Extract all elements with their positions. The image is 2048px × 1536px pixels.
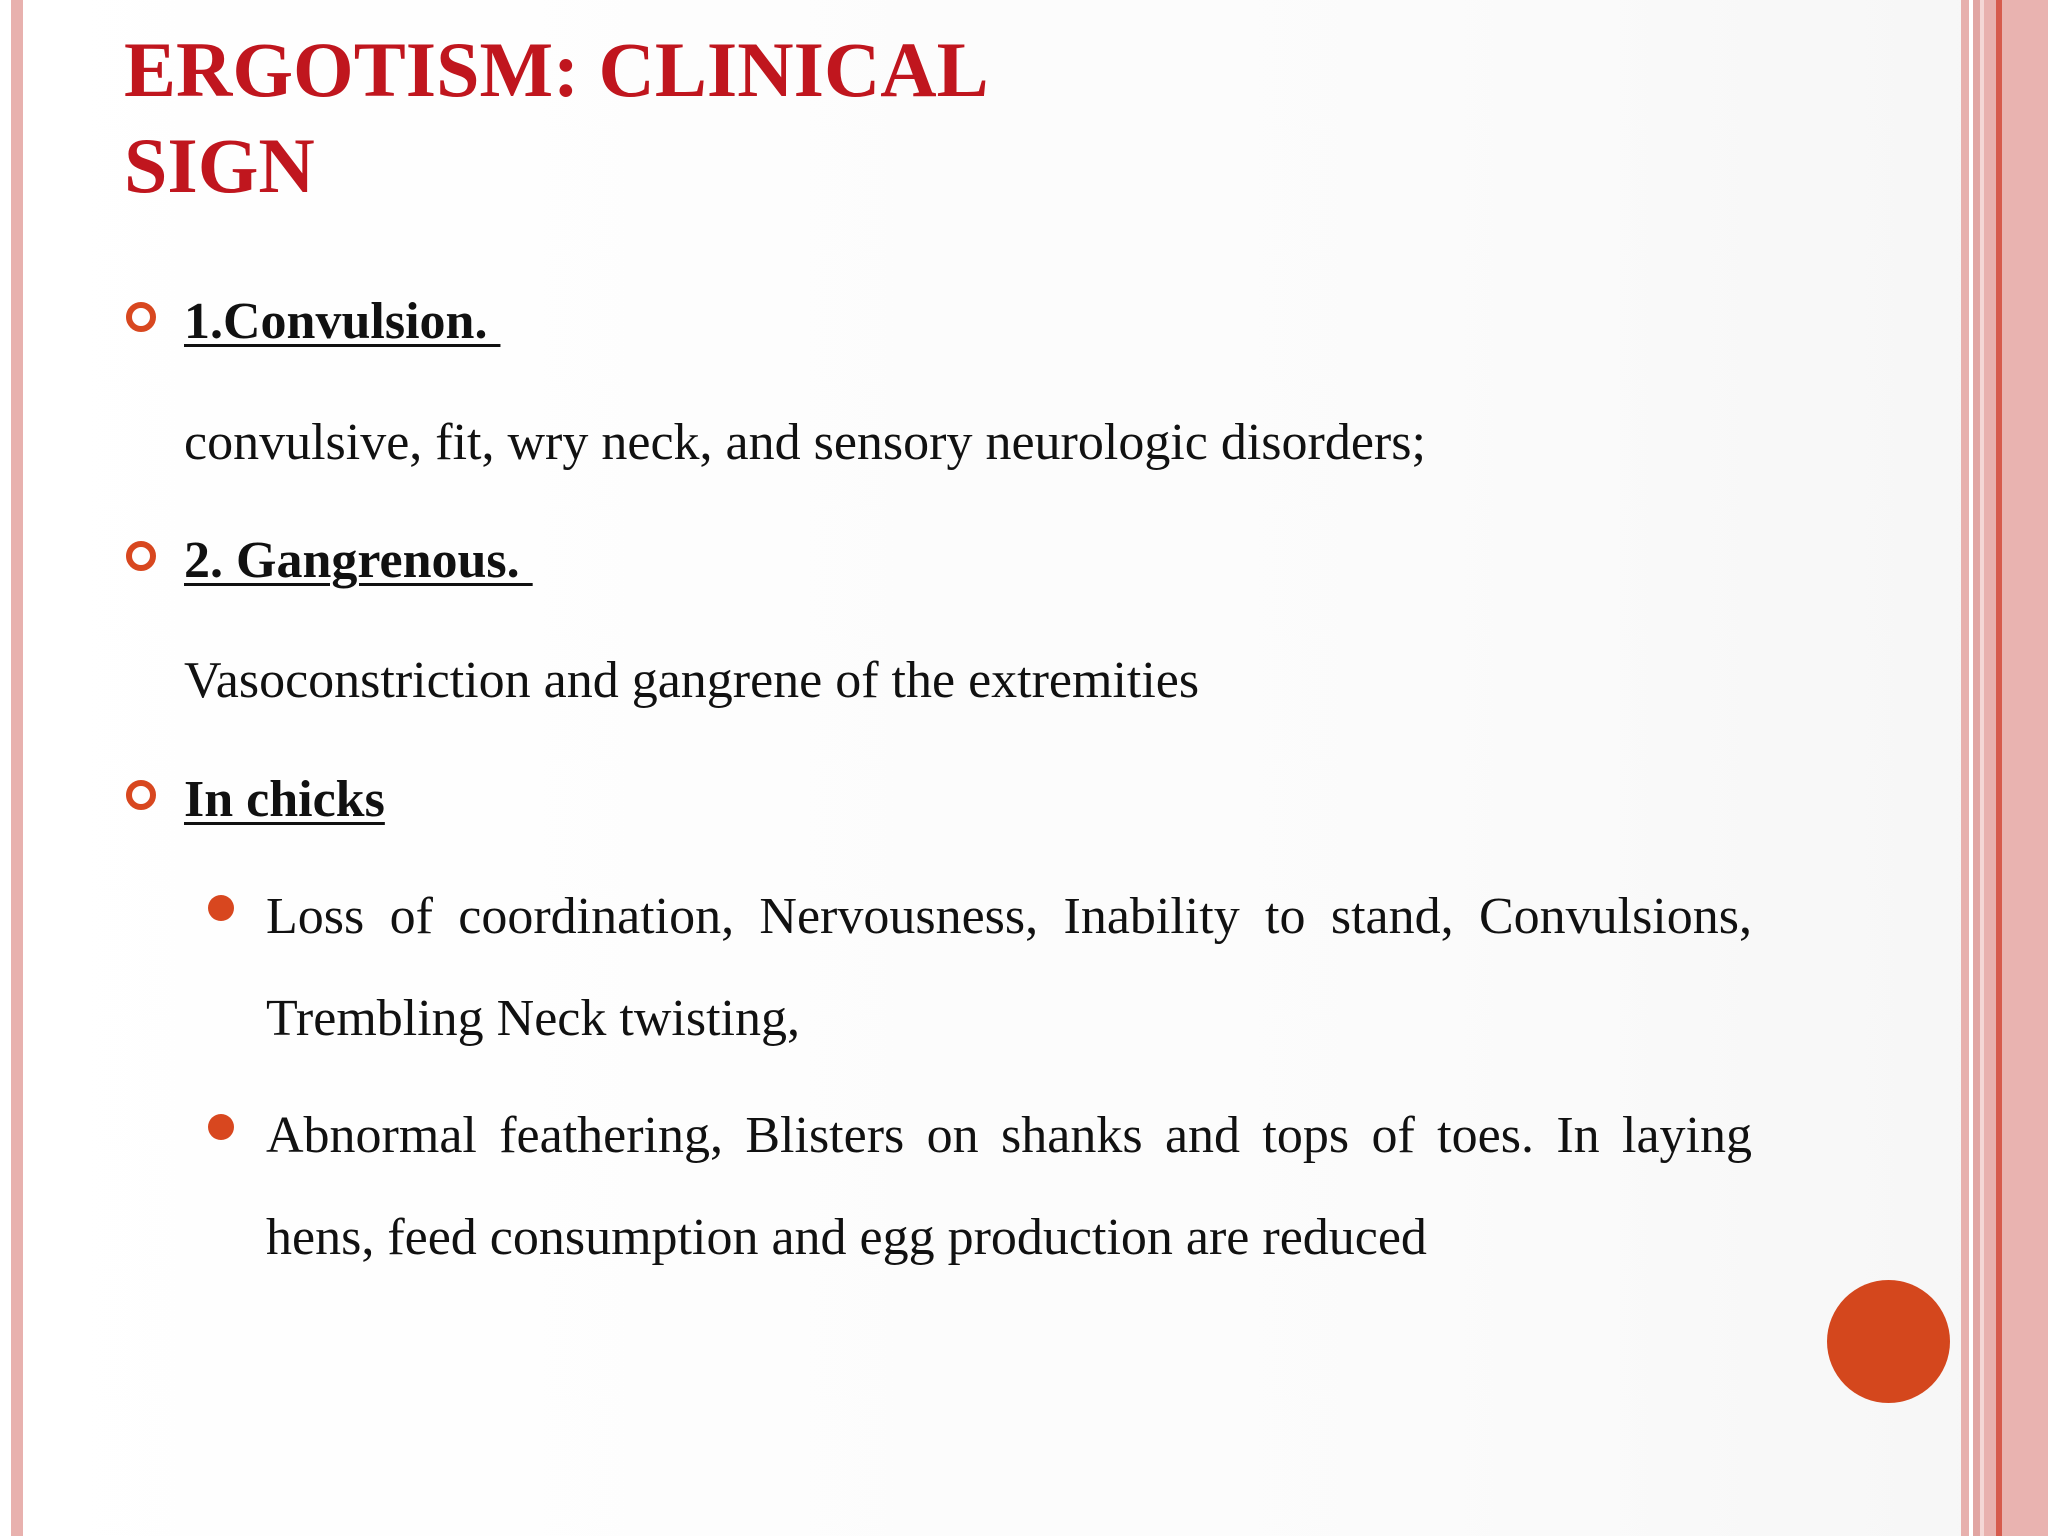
right-border-band — [1973, 0, 1980, 1536]
slide-title — [124, 22, 989, 214]
section-heading-convulsion: 1.Convulsion. — [184, 293, 501, 350]
left-border-band — [11, 0, 23, 1536]
bullet-text-coordination: Loss of coordination, Nervousness, Inability to stand, Convulsions, Trembling Neck twisting, — [266, 888, 1752, 1047]
section-heading-gangrenous: 2. Gangrenous. — [184, 532, 533, 589]
dot-bullet-icon — [208, 1114, 234, 1140]
ring-bullet-icon — [126, 541, 156, 571]
title-line-1: ERGOTISM: CLINICAL — [124, 26, 989, 113]
bullet-text-feathering: Abnormal feathering, Blisters on shanks and tops of toes. In laying hens, feed consumption and egg production are reduced — [266, 1107, 1752, 1266]
right-border-band — [1961, 0, 1969, 1536]
decorative-circle — [1827, 1280, 1950, 1403]
section-text-gangrenous: Vasoconstriction and gangrene of the extremities — [184, 652, 1200, 709]
dot-bullet-icon — [208, 895, 234, 921]
ring-bullet-icon — [126, 302, 156, 332]
title-line-2: SIGN — [124, 122, 315, 209]
right-border-band — [2002, 0, 2048, 1536]
section-text-convulsion: convulsive, fit, wry neck, and sensory neurologic disorders; — [184, 414, 1426, 471]
right-border-band — [1984, 0, 1996, 1536]
ring-bullet-icon — [126, 780, 156, 810]
section-heading-in-chicks: In chicks — [184, 771, 385, 828]
